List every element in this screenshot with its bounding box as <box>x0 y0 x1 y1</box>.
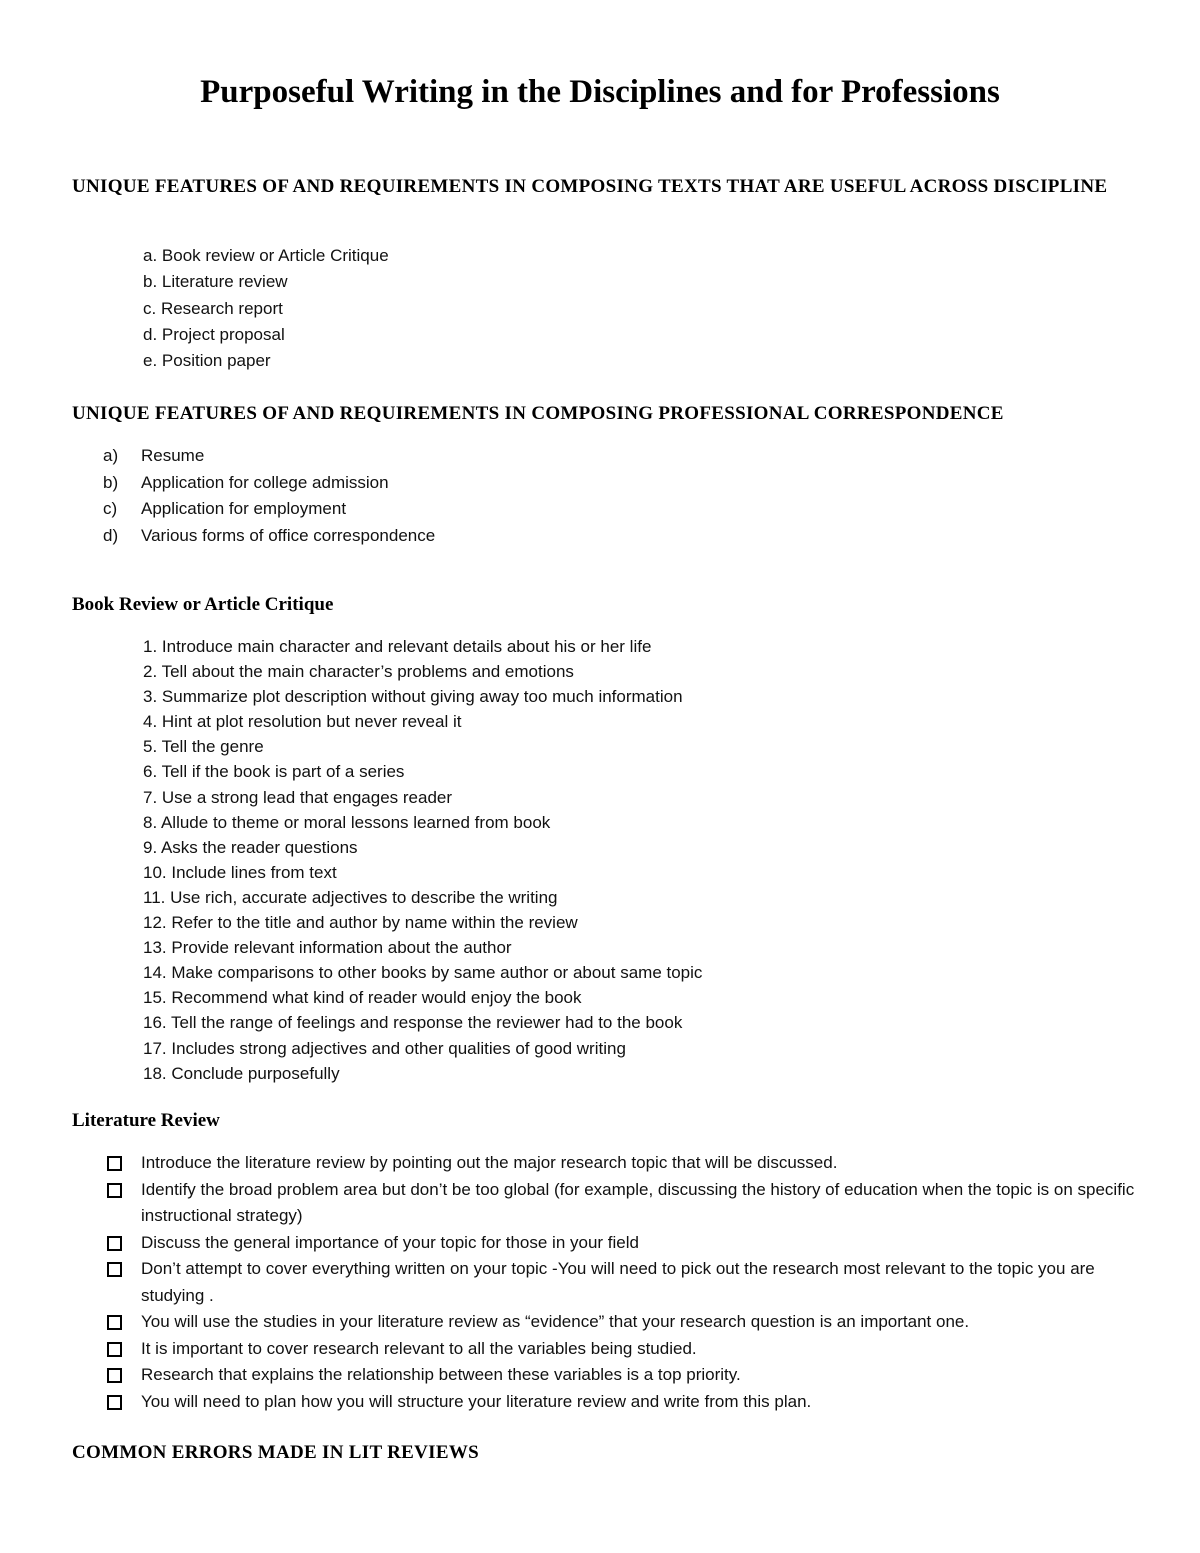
list-item: c. Research report <box>143 298 283 318</box>
literature-review-checklist <box>105 1150 1135 1415</box>
list-item: 12. Refer to the title and author by name within the review <box>143 913 578 933</box>
section-heading-literature-review: Literature Review <box>72 1110 220 1131</box>
section-heading-professional-correspondence: UNIQUE FEATURES OF AND REQUIREMENTS IN COMPOSING PROFESSIONAL CORRESPONDENCE <box>72 403 1004 424</box>
professional-correspondence-list <box>103 443 435 549</box>
list-item-text: Various forms of office correspondence <box>141 525 436 545</box>
page-title: Purposeful Writing in the Disciplines and for Professions <box>200 74 1000 110</box>
checklist-item-text: Introduce the literature review by pointing out the major research topic that will be discussed. <box>141 1153 838 1172</box>
list-item-text: Application for employment <box>141 499 347 518</box>
list-item-text: Resume <box>141 446 205 465</box>
list-item <box>103 496 435 523</box>
checklist-item-text: Identify the broad problem area but don’t be too global (for example, discussing the history of education when the topic is on specific instructional strategy) <box>141 1179 1135 1225</box>
list-item <box>103 470 435 497</box>
section-heading-book-review: Book Review or Article Critique <box>72 594 334 615</box>
book-review-steps-list <box>143 634 702 1086</box>
list-item: 13. Provide relevant information about the author <box>143 938 512 958</box>
checklist-item-text: You will need to plan how you will structure your literature review and write from this plan. <box>141 1391 812 1411</box>
checkbox-icon <box>107 1342 122 1357</box>
checklist-item <box>105 1256 1135 1309</box>
list-item: 15. Recommend what kind of reader would enjoy the book <box>143 988 582 1008</box>
checklist-item <box>105 1362 1135 1389</box>
checkbox-icon <box>107 1395 122 1410</box>
checklist-item-text: Don’t attempt to cover everything written on your topic -You will need to pick out the research most relevant to the topic you are studying . <box>141 1259 1095 1305</box>
checklist-item <box>105 1336 1135 1363</box>
checklist-item <box>105 1389 1135 1416</box>
list-item: 8. Allude to theme or moral lessons learned from book <box>143 812 551 832</box>
checkbox-icon <box>107 1315 122 1330</box>
list-marker: b) <box>103 472 119 492</box>
list-marker: d) <box>103 525 119 545</box>
list-item: 11. Use rich, accurate adjectives to describe the writing <box>143 887 558 907</box>
list-item: 10. Include lines from text <box>143 862 337 882</box>
checkbox-icon <box>107 1262 122 1277</box>
list-item: 5. Tell the genre <box>143 737 264 757</box>
list-item <box>103 523 435 550</box>
checkbox-icon <box>107 1368 122 1383</box>
list-item-text: Application for college admission <box>141 472 389 492</box>
list-marker: c) <box>103 499 118 518</box>
list-item: d. Project proposal <box>143 324 285 344</box>
section-heading-texts-across-discipline: UNIQUE FEATURES OF AND REQUIREMENTS IN COMPOSING TEXTS THAT ARE USEFUL ACROSS DISCIPLINE <box>72 176 1108 197</box>
checkbox-icon <box>107 1236 122 1251</box>
list-item: 1. Introduce main character and relevant details about his or her life <box>143 637 652 656</box>
list-item: 16. Tell the range of feelings and response the reviewer had to the book <box>143 1013 683 1033</box>
checklist-item-text: It is important to cover research relevant to all the variables being studied. <box>141 1338 697 1358</box>
list-item: 14. Make comparisons to other books by same author or about same topic <box>143 963 703 983</box>
list-item: 18. Conclude purposefully <box>143 1063 340 1083</box>
list-item: 6. Tell if the book is part of a series <box>143 762 405 782</box>
list-item: 3. Summarize plot description without giving away too much information <box>143 687 683 707</box>
list-item <box>103 443 435 470</box>
checklist-item <box>105 1177 1135 1230</box>
list-item: b. Literature review <box>143 272 288 292</box>
texts-across-discipline-list <box>143 243 389 374</box>
list-item: 2. Tell about the main character’s problems and emotions <box>143 662 574 682</box>
checklist-item-text: Discuss the general importance of your topic for those in your field <box>141 1232 639 1252</box>
checkbox-icon <box>107 1156 122 1171</box>
list-item: a. Book review or Article Critique <box>143 246 389 265</box>
checklist-item-text: Research that explains the relationship between these variables is a top priority. <box>141 1365 741 1384</box>
list-item: e. Position paper <box>143 351 271 371</box>
checkbox-icon <box>107 1183 122 1198</box>
checklist-item-text: You will use the studies in your literature review as “evidence” that your research question is an important one. <box>141 1312 970 1331</box>
list-marker: a) <box>103 446 119 465</box>
checklist-item <box>105 1150 1135 1177</box>
list-item: 7. Use a strong lead that engages reader <box>143 787 453 807</box>
checklist-item <box>105 1309 1135 1336</box>
list-item: 9. Asks the reader questions <box>143 837 358 857</box>
list-item: 4. Hint at plot resolution but never reveal it <box>143 712 462 732</box>
checklist-item <box>105 1230 1135 1257</box>
section-heading-common-errors: COMMON ERRORS MADE IN LIT REVIEWS <box>72 1442 480 1463</box>
list-item: 17. Includes strong adjectives and other qualities of good writing <box>143 1038 626 1058</box>
